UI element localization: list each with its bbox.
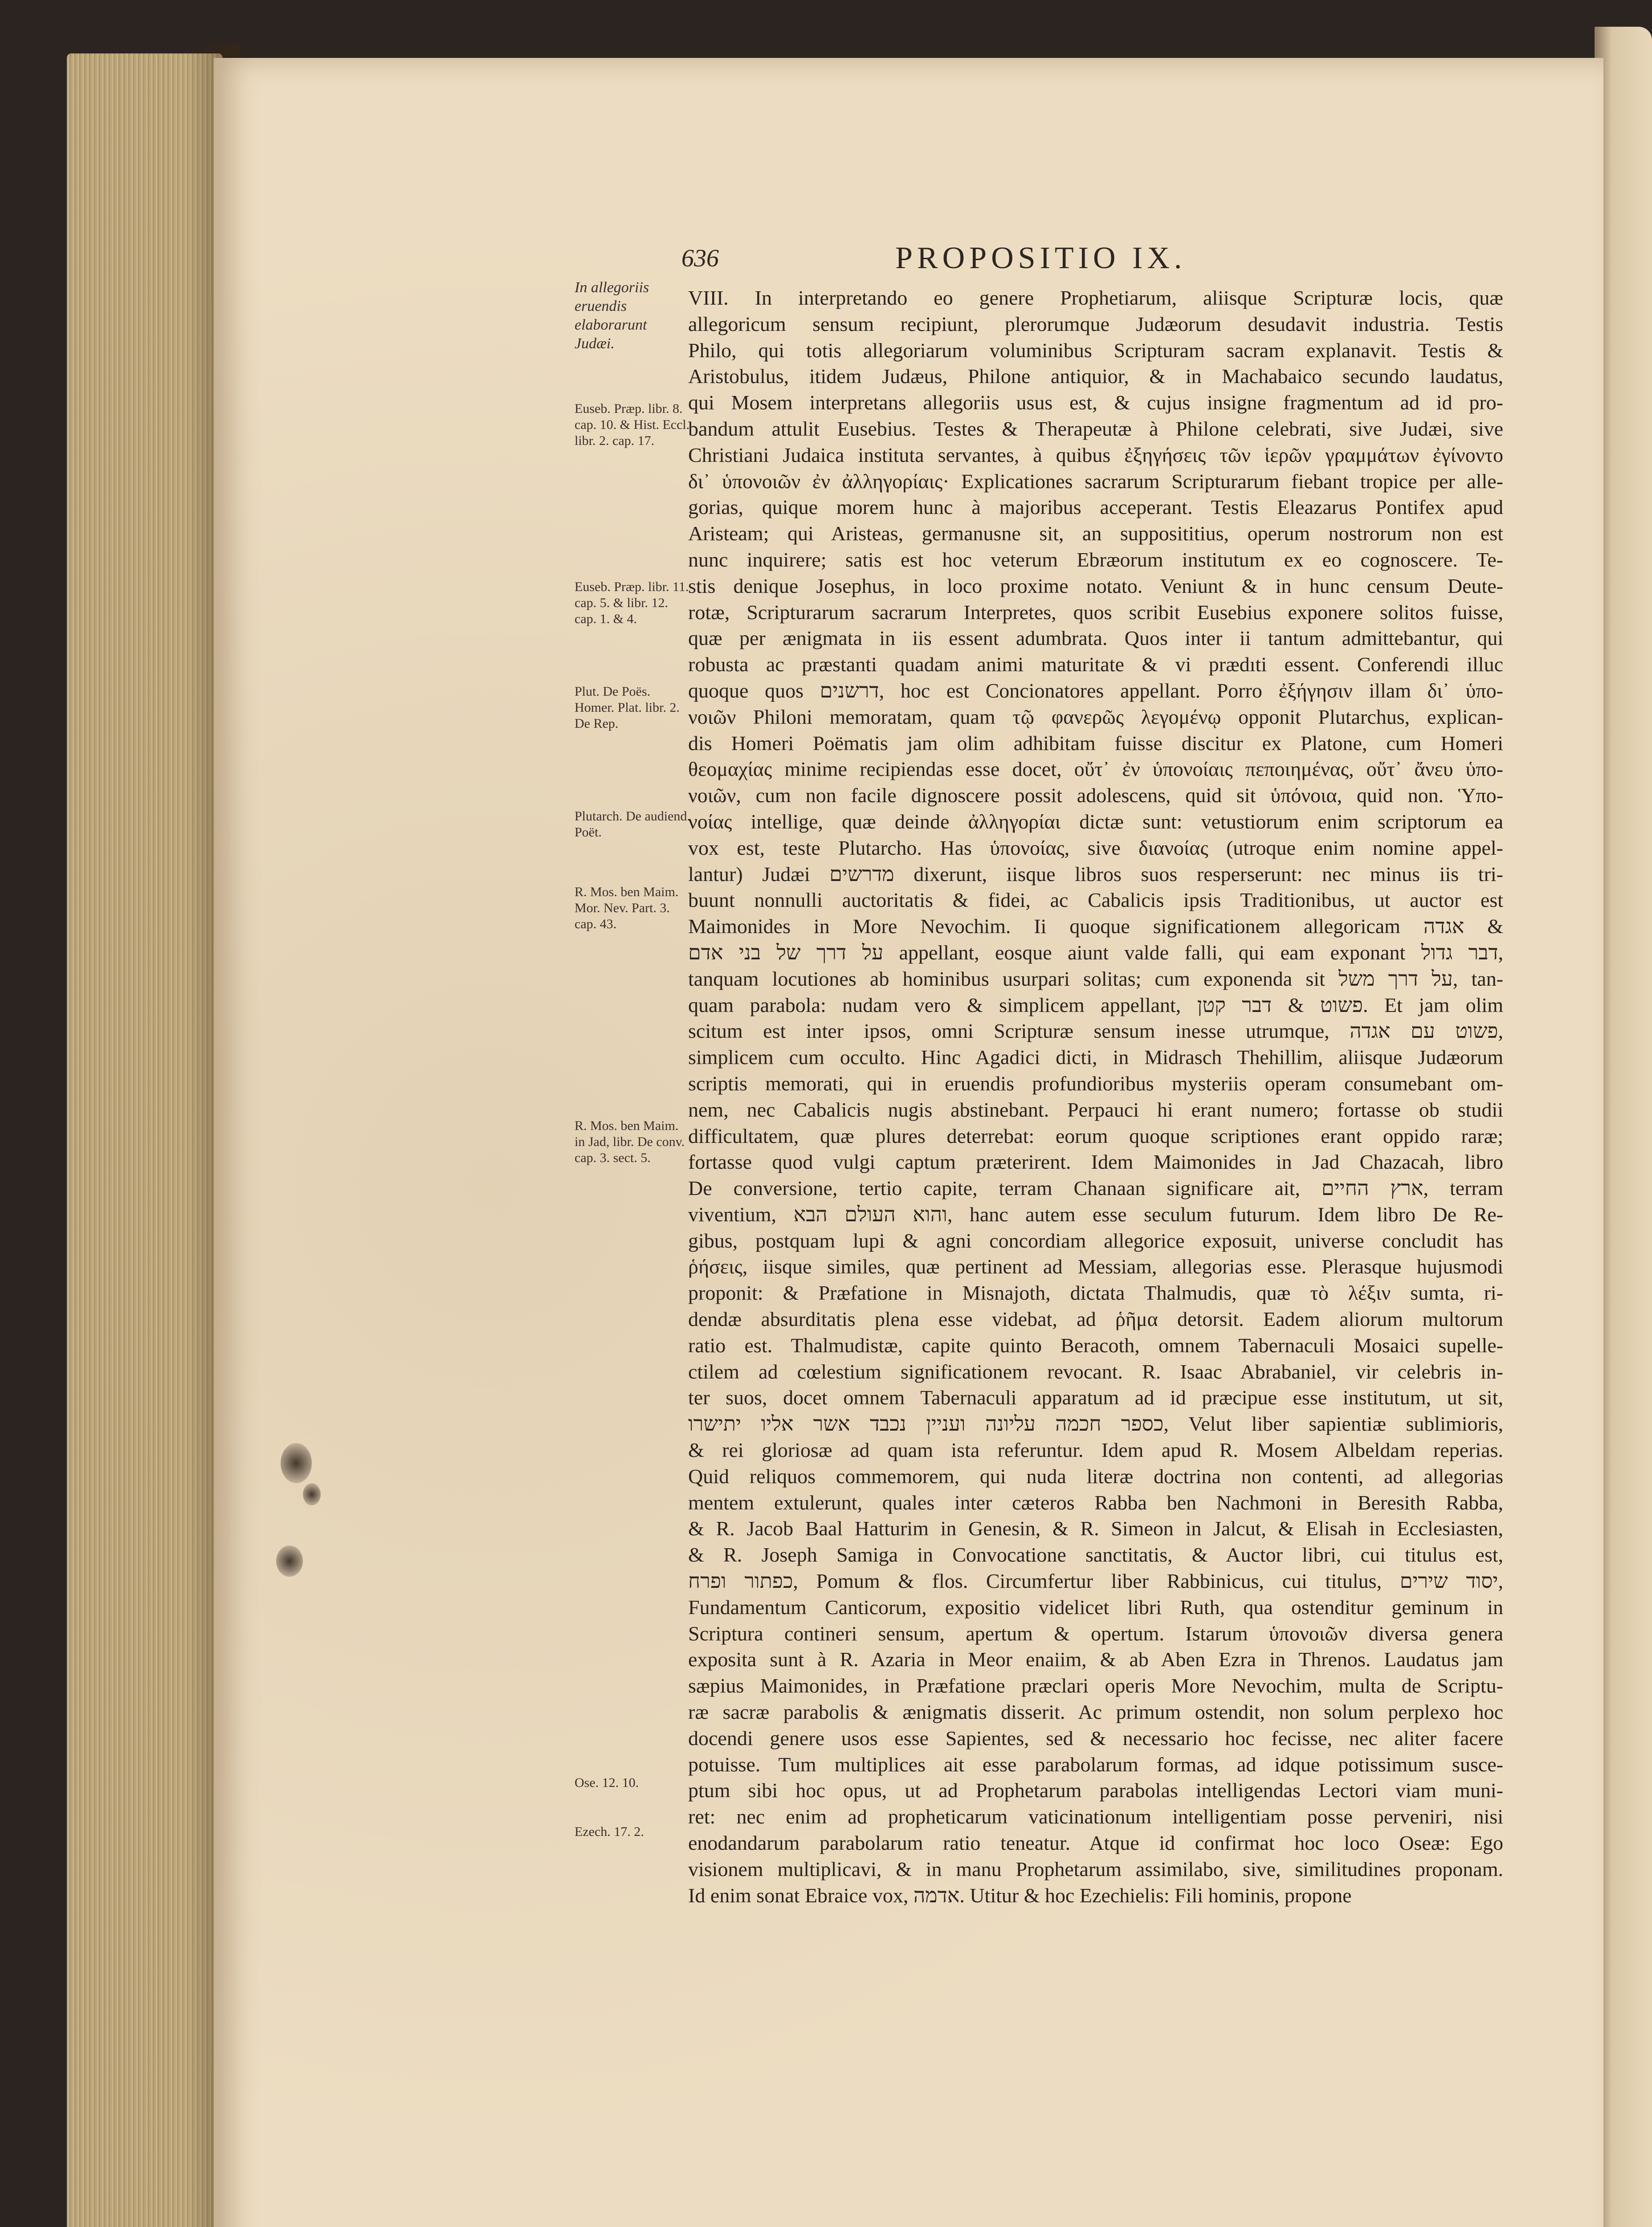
- body-line: lantur) Judæi מדרשים dixerunt, iisque libros suos resperserunt: nec minus iis tri-: [688, 862, 1503, 885]
- body-line: gorias, quique morem hunc à majoribus acceperant. Testis Eleazarus Pontifex apud: [688, 496, 1503, 519]
- body-line: bandum attulit Eusebius. Testes & Therapeutæ à Philone celebrati, sive Judæi, sive: [688, 417, 1503, 440]
- margin-note: Euseb. Præp. libr. 11. cap. 5. & libr. 12. cap. 1. & 4.: [575, 579, 689, 626]
- body-line: mentem extulerunt, quales inter cæteros Rabba ben Nachmoni in Beresith Rabba,: [688, 1491, 1503, 1514]
- body-line: Fundamentum Canticorum, expositio videlicet libri Ruth, qua ostenditur geminum in: [688, 1595, 1503, 1619]
- body-line: dis Homeri Poëmatis jam olim adhibitam fuisse discitur ex Platone, cum Homeri: [688, 731, 1503, 755]
- body-line: stis denique Josephus, in loco proxime notato. Veniunt & in hunc censum Deute-: [688, 574, 1503, 597]
- running-title: PROPOSITIO IX.: [895, 241, 1187, 275]
- body-line: fortasse quod vulgi captum præterirent. Idem Maimonides in Jad Chazacah, libro: [688, 1150, 1503, 1174]
- body-line: nem, nec Cabalicis nugis abstinebant. Perpauci hi erant numero; fortasse ob studii: [688, 1098, 1503, 1121]
- body-line: qui Mosem interpretans allegoriis usus est, & cujus insigne fragmentum ad id pro-: [688, 391, 1503, 414]
- body-line: ptum sibi hoc opus, ut ad Prophetarum parabolas intelligendas Lectori viam muni-: [688, 1779, 1503, 1802]
- margin-note: Ose. 12. 10.: [575, 1775, 639, 1790]
- body-line: Maimonides in More Nevochim. Ii quoque significationem allegoricam אגדה &: [688, 915, 1503, 938]
- margin-note: In allegoriis eruendis elaborarunt Judæi.: [575, 279, 649, 352]
- body-line: enodandarum parabolarum ratio teneatur. Atque id confirmat hoc loco Oseæ: Ego: [688, 1831, 1503, 1855]
- ink-stain: [276, 1546, 303, 1577]
- body-line: gibus, postquam lupi & agni concordiam allegorice exposuit, universe concludit has: [688, 1229, 1503, 1252]
- margin-note: R. Mos. ben Maim. Mor. Nev. Part. 3. cap. 43.: [575, 885, 679, 931]
- body-line: ter suos, docet omnem Tabernaculi apparatum ad id præcipue esse institutum, ut sit,: [688, 1386, 1503, 1409]
- body-line: viventium, והוא העולם הבא, hanc autem esse seculum futurum. Idem libro De Re-: [688, 1203, 1503, 1226]
- ink-stain: [281, 1443, 312, 1483]
- body-line: Christiani Judaica instituta servantes, à quibus ἐξηγήσεις τῶν ἱερῶν γραμμάτων ἐγίνοντο: [688, 443, 1503, 466]
- body-line: & rei gloriosæ ad quam ista referuntur. Idem apud R. Mosem Albeldam reperias.: [688, 1439, 1503, 1462]
- body-line: vox est, teste Plutarcho. Has ὑπονοίας, sive διανοίας (utroque enim nomine appel-: [688, 836, 1503, 859]
- body-line: rotæ, Scripturarum sacrarum Interpretes, quos scribit Eusebius exponere solitos fuisse,: [688, 600, 1503, 624]
- body-line: ratio est. Thalmudistæ, capite quinto Beracoth, omnem Tabernaculi Mosaici supelle-: [688, 1334, 1503, 1357]
- body-line: ctilem ad cœlestium significationem revocant. R. Isaac Abrabaniel, vir celebris in-: [688, 1360, 1503, 1383]
- body-line: difficultatem, quæ plures deterrebat: eorum quoque scriptiones erant oppido raræ;: [688, 1124, 1503, 1147]
- body-line: potuisse. Tum multiplices ait esse parabolarum formas, ad idque potissimum susce-: [688, 1753, 1503, 1776]
- margin-note: Euseb. Præp. libr. 8. cap. 10. & Hist. Eccl. libr. 2. cap. 17.: [575, 401, 690, 448]
- body-text: [688, 285, 1504, 1907]
- body-line: Aristobulus, itidem Judæus, Philone antiquior, & in Machabaico secundo laudatus,: [688, 365, 1503, 388]
- body-line: allegoricum sensum recipiunt, plerorumque Judæorum desudavit industria. Testis: [688, 312, 1503, 335]
- body-line: Philo, qui totis allegoriarum voluminibus Scripturam sacram explanavit. Testis &: [688, 339, 1503, 362]
- body-line: docendi genere usos esse Sapientes, sed & necessario hoc fecisse, nec aliter facere: [688, 1726, 1503, 1750]
- body-line: exposita sunt à R. Azaria in Meor enaiim, & ab Aben Ezra in Threnos. Laudatus jam: [688, 1648, 1503, 1671]
- body-line: nunc inquirere; satis est hoc veterum Ebræorum institutum ex eo cognoscere. Te-: [688, 548, 1503, 571]
- margin-note: Plutarch. De audiend. Poët.: [575, 809, 690, 840]
- body-line: ret: nec enim ad propheticarum vaticinationum intelligentiam posse perveniri, nisi: [688, 1805, 1503, 1828]
- body-line: De conversione, tertio capite, terram Chanaan significare ait, ארץ החיים, terram: [688, 1177, 1503, 1200]
- body-line: dendæ absurditatis plena esse videbat, ad ῥῆμα detorsit. Eadem aliorum multorum: [688, 1308, 1503, 1331]
- body-line: Aristeam; qui Aristeas, germanusne sit, an supposititius, operum nostrorum non est: [688, 522, 1503, 545]
- body-line: Id enim sonat Ebraice vox, אדמה. Utitur & hoc Ezechielis: Fili hominis, propone: [688, 1884, 1352, 1907]
- body-line: tanquam locutiones ab hominibus usurpari solitas; cum exponenda sit על דרך משל, tan-: [688, 967, 1504, 990]
- body-line: כפתור ופרח, Pomum & flos. Circumfertur liber Rabbinicus, cui titulus, יסוד שירים,: [688, 1570, 1503, 1593]
- margin-note: Ezech. 17. 2.: [575, 1824, 644, 1839]
- body-line: quam parabola: nudam vero & simplicem appellant, פשוט & דבר קטן. Et jam olim: [688, 993, 1503, 1016]
- margin-note: R. Mos. ben Maim. in Jad, libr. De conv. cap. 3. sect. 5.: [575, 1118, 685, 1165]
- body-line: ῥήσεις, iisque similes, quæ pertinent ad Messiam, allegorias esse. Plerasque hujusmodi: [688, 1255, 1503, 1278]
- body-line: robusta ac præstanti quadam animi maturitate & vi prædıti essent. Conferendi illuc: [688, 653, 1503, 676]
- body-line: νοιῶν, cum non facile dignoscere possit adolescens, quid sit ὑπόνοια, quid non. Ὑπο-: [688, 784, 1503, 807]
- body-line: quæ per ænigmata in iis essent adumbrata. Quos inter ii tantum admittebantur, qui: [688, 627, 1503, 650]
- body-line: buunt nonnulli auctoritatis & fidei, ac Cabalicis ipsis Traditionibus, ut auctor est: [688, 889, 1503, 912]
- body-line: Quid reliquos commemorem, qui nuda literæ doctrina non contenti, ad allegorias: [688, 1464, 1503, 1488]
- body-line: scriptis memorati, qui in eruendis profundioribus mysteriis operam consumebant om-: [688, 1072, 1503, 1095]
- page-number: 636: [681, 245, 719, 272]
- body-line: & R. Jacob Baal Hatturim in Genesin, & R. Simeon in Jalcut, & Elisah in Ecclesiasten,: [688, 1517, 1503, 1540]
- body-line: νοίας intellige, quæ deinde ἀλληγορίαι dictæ sunt: vetustiorum enim scriptorum ea: [688, 810, 1503, 833]
- body-line: על דרך של בני אדם appellant, eosque aiunt valde falli, qui eam exponant דבר גדול,: [688, 941, 1503, 964]
- body-line: visionem multiplicavi, & in manu Prophetarum assimilabo, sive, similitudines proponam.: [688, 1857, 1503, 1880]
- body-line: sæpius Maimonides, in Præfatione præclari operis More Nevochim, multa de Scriptu-: [688, 1674, 1503, 1697]
- body-line: δι᾽ ὑπονοιῶν ἐν ἀλληγορίαις· Explicationes sacrarum Scripturarum fiebant tropice per alle-: [688, 469, 1503, 493]
- ink-stain: [303, 1483, 321, 1505]
- body-line: scitum est inter ipsos, omni Scripturæ sensum inesse utrumque, פשוט עם אגדה,: [688, 1020, 1503, 1043]
- body-line: Scriptura contineri sensum, apertum & opertum. Istarum ὑπονοιῶν diversa genera: [688, 1622, 1503, 1645]
- body-line: כספר חכמה עליונה ועניין נכבד אשר אליו יתישרו, Velut liber sapientiæ sublimioris,: [688, 1412, 1503, 1436]
- body-line: simplicem cum occulto. Hinc Agadici dicti, in Midrasch Thehillim, aliisque Judæorum: [688, 1046, 1503, 1069]
- body-line: VIII. In interpretando eo genere Prophetiarum, aliisque Scripturæ locis, quæ: [688, 286, 1503, 309]
- body-line: proponit: & Præfatione in Misnajoth, dictata Thalmudis, quæ τὸ λέξιν sumta, ri-: [688, 1281, 1503, 1305]
- body-line: quoque quos דרשנים, hoc est Concionatores appellant. Porro ἐξήγησιν illam δι᾽ ὑπο-: [688, 679, 1503, 702]
- body-line: νοιῶν Philoni memoratam, quam τῷ φανερῶς λεγομένῳ opponit Plutarchus, explican-: [688, 705, 1503, 728]
- body-line: & R. Joseph Samiga in Convocatione sanctitatis, & Auctor libri, cui titulus est,: [688, 1543, 1503, 1566]
- body-line: ræ sacræ parabolis & ænigmatis disserit. Ac primum ostendit, non solum perplexo hoc: [688, 1701, 1503, 1724]
- margin-note: Plut. De Poës. Homer. Plat. libr. 2. De Rep.: [575, 684, 680, 731]
- body-line: θεομαχίας minime recipiendas esse docet, οὔτ᾽ ἐν ὑπονοίαις πεποιημένας, οὔτ᾽ ἄνευ ὑπο-: [688, 758, 1503, 781]
